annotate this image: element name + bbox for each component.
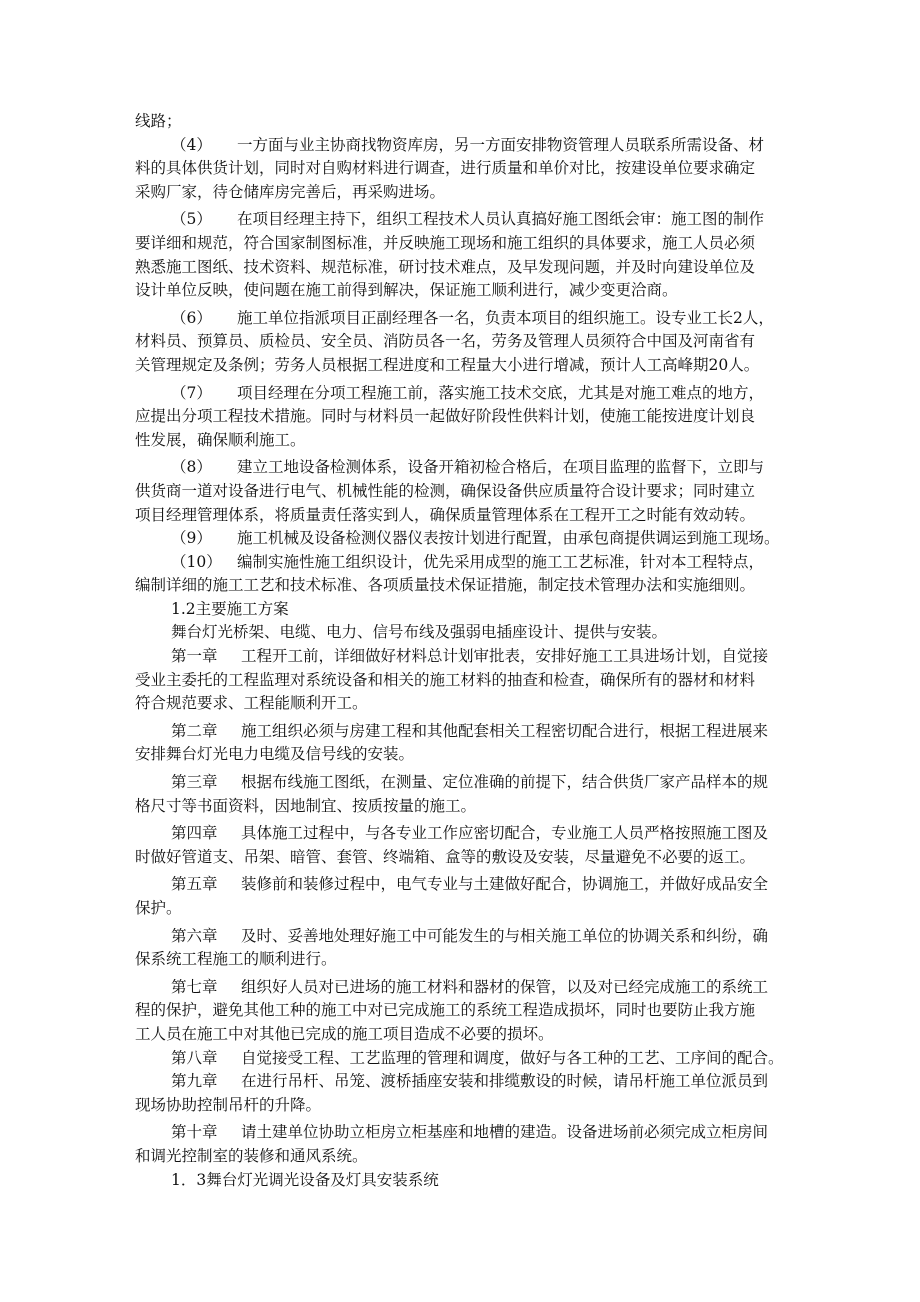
text-line: [135, 948, 785, 972]
line-text: 现场协助控制吊杆的升降。: [135, 1095, 322, 1114]
item-number: （4）: [171, 135, 212, 154]
line-text: 性发展，确保顺利施工。: [135, 430, 306, 449]
line-text: 应提出分项工程技术措施。同时与材料员一起做好阶段性供料计划，使施工能按进度计划良: [135, 407, 756, 426]
section-line: [135, 621, 785, 645]
line-text: 采购厂家，待仓储库房完善后，再采购进场。: [135, 182, 446, 201]
text-line: [135, 330, 785, 354]
line-text: 受业主委托的工程监理对系统设备和相关的施工材料的抽查和检查，确保所有的器材和材料: [135, 670, 756, 689]
line-text: 项目经理在分项工程施工前，落实施工技术交底，尤其是对施工难点的地方，: [237, 383, 765, 402]
line-text: 安排舞台灯光电力电缆及信号线的安装。: [135, 745, 415, 764]
line-text: 供货商一道对设备进行电气、机械性能的检测，确保设备供应质量符合设计要求；同时建立: [135, 481, 756, 500]
line-text: 格尺寸等书面资料，因地制宜、按质按量的施工。: [135, 796, 477, 815]
text-line: [135, 692, 785, 716]
line-text: 关管理规定及条例；劳务人员根据工程进度和工程量大小进行增减，预计人工高峰期20人。: [135, 355, 760, 374]
text-line: [135, 429, 785, 453]
line-text: 线路；: [135, 112, 182, 130]
line-text: 舞台灯光桥架、电缆、电力、信号布线及强弱电插座设计、提供与安装。: [171, 623, 668, 642]
line-text: 程的保护，避免其他工种的施工中对已完成施工的系统工程造成损坏，同时也要防止我方施: [135, 1001, 756, 1020]
chapter-label: 第四章: [171, 824, 218, 843]
line-text: 施工单位指派项目正副经理各一名，负责本项目的组织施工。设专业工长2人，: [237, 308, 774, 327]
chapter-label: 第八章: [171, 1048, 218, 1067]
section-line: [135, 598, 785, 622]
text-line: [135, 157, 785, 181]
paragraph-start-line: [135, 307, 785, 331]
text-line: [135, 795, 785, 819]
line-text: 工人员在施工中对其他已完成的施工项目造成不必要的损坏。: [135, 1024, 554, 1043]
line-text: 编制详细的施工工艺和技术标准、各项质量技术保证措施，制定技术管理办法和实施细则。: [135, 576, 756, 595]
line-text: 时做好管道支、吊架、暗管、套管、终端箱、盒等的敷设及安装，尽量避免不必要的返工。: [135, 847, 756, 866]
paragraph-start-line: [135, 527, 785, 551]
text-line: [135, 999, 785, 1023]
text-line: [135, 1023, 785, 1047]
line-text: 符合规范要求、工程能顺利开工。: [135, 694, 368, 713]
line-text: 要详细和规范，符合国家制图标准，并反映施工现场和施工组织的具体要求，施工人员必须: [135, 233, 756, 252]
text-line: [135, 110, 785, 134]
chapter-label: 第三章: [171, 773, 218, 792]
paragraph-start-line: [135, 873, 785, 897]
line-text: 材料员、预算员、质检员、安全员、消防员各一名，劳务及管理人员须符合中国及河南省有: [135, 332, 756, 351]
text-line: [135, 256, 785, 280]
text-line: [135, 1145, 785, 1169]
line-text: 一方面与业主协商找物资库房，另一方面安排物资管理人员联系所需设备、材: [237, 135, 765, 154]
line-text: 保护。: [135, 899, 182, 917]
line-text: 熟悉施工图纸、技术资料、规范标准，研讨技术难点，及早发现问题，并及时向建设单位及: [135, 257, 756, 276]
line-text: 建立工地设备检测体系，设备开箱初检合格后，在项目监理的监督下，立即与: [237, 458, 765, 477]
text-line: [135, 504, 785, 528]
paragraph-start-line: [135, 1121, 785, 1145]
line-text: 施工机械及设备检测仪器仪表按计划进行配置，由承包商提供调运到施工现场。: [237, 529, 780, 548]
text-line: [135, 669, 785, 693]
chapter-label: 第七章: [171, 977, 218, 996]
paragraph-start-line: [135, 720, 785, 744]
line-text: 1．3舞台灯光调光设备及灯具安装系统: [171, 1170, 439, 1189]
document-body: [135, 110, 785, 1192]
paragraph-start-line: [135, 551, 785, 575]
section-line: [135, 1169, 785, 1193]
line-text: 保系统工程施工的顺利进行。: [135, 950, 337, 969]
line-text: 在项目经理主持下，组织工程技术人员认真搞好施工图纸会审：施工图的制作: [237, 210, 765, 229]
line-text: 具体施工过程中，与各专业工作应密切配合，专业施工人员严格按照施工图及: [241, 824, 769, 843]
item-number: （5）: [171, 210, 212, 229]
line-text: 请土建单位协助立柜房立柜基座和地槽的建造。设备进场前必须完成立柜房间: [241, 1123, 769, 1142]
line-text: 编制实施性施工组织设计，优先采用成型的施工工艺标准，针对本工程特点，: [237, 552, 765, 571]
text-line: [135, 232, 785, 256]
line-text: 料的具体供货计划，同时对自购材料进行调查，进行质量和单价对比，按建设单位要求确定: [135, 159, 756, 178]
text-line: [135, 181, 785, 205]
text-line: [135, 354, 785, 378]
line-text: 在进行吊杆、吊笼、渡桥插座安装和排缆敷设的时候，请吊杆施工单位派员到: [241, 1072, 769, 1091]
chapter-label: 第九章: [171, 1072, 218, 1091]
item-number: （9）: [171, 529, 212, 548]
line-text: 施工组织必须与房建工程和其他配套相关工程密切配合进行，根据工程进展来: [241, 721, 769, 740]
paragraph-start-line: [135, 1047, 785, 1071]
text-line: [135, 1094, 785, 1118]
line-text: 设计单位反映，使问题在施工前得到解决，保证施工顺利进行，减少变更洽商。: [135, 281, 678, 300]
text-line: [135, 405, 785, 429]
item-number: （6）: [171, 308, 212, 327]
text-line: [135, 279, 785, 303]
paragraph-start-line: [135, 382, 785, 406]
paragraph-start-line: [135, 208, 785, 232]
paragraph-start-line: [135, 771, 785, 795]
chapter-label: 第六章: [171, 926, 218, 945]
line-text: 组织好人员对已进场的施工材料和器材的保管，以及对已经完成施工的系统工: [241, 977, 769, 996]
paragraph-start-line: [135, 1070, 785, 1094]
text-line: [135, 897, 785, 921]
line-text: 和调光控制室的装修和通风系统。: [135, 1146, 368, 1165]
item-number: （10）: [171, 552, 222, 571]
paragraph-start-line: [135, 925, 785, 949]
paragraph-start-line: [135, 822, 785, 846]
item-number: （8）: [171, 458, 212, 477]
item-number: （7）: [171, 383, 212, 402]
text-line: [135, 743, 785, 767]
line-text: 项目经理管理体系，将质量责任落实到人，确保质量管理体系在工程开工之时能有效动转。: [135, 505, 756, 524]
text-line: [135, 480, 785, 504]
line-text: 自觉接受工程、工艺监理的管理和调度，做好与各工种的工艺、工序间的配合。: [241, 1048, 784, 1067]
chapter-label: 第十章: [171, 1123, 218, 1142]
paragraph-start-line: [135, 456, 785, 480]
text-line: [135, 574, 785, 598]
line-text: 1.2主要施工方案: [171, 599, 289, 618]
chapter-label: 第一章: [171, 647, 218, 666]
paragraph-start-line: [135, 134, 785, 158]
line-text: 工程开工前，详细做好材料总计划审批表，安排好施工工具进场计划，自觉接: [241, 647, 769, 666]
text-line: [135, 846, 785, 870]
chapter-label: 第二章: [171, 721, 218, 740]
line-text: 及时、妥善地处理好施工中可能发生的与相关施工单位的协调关系和纠纷，确: [241, 926, 769, 945]
line-text: 装修前和装修过程中，电气专业与土建做好配合，协调施工，并做好成品安全: [241, 875, 769, 894]
paragraph-start-line: [135, 976, 785, 1000]
line-text: 根据布线施工图纸，在测量、定位准确的前提下，结合供货厂家产品样本的规: [241, 773, 769, 792]
chapter-label: 第五章: [171, 875, 218, 894]
paragraph-start-line: [135, 645, 785, 669]
